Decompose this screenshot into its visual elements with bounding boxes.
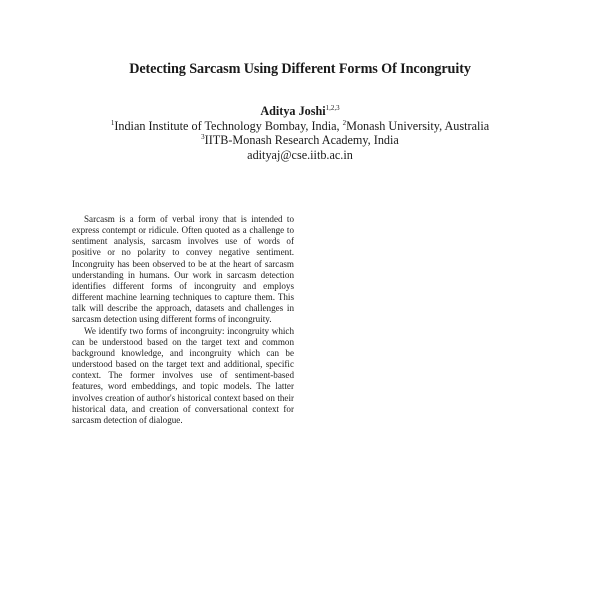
affiliation-mark-3: 3 [201,133,205,141]
author-line [0,104,600,119]
author-block [0,104,600,162]
author-name: Aditya Joshi [260,104,326,118]
affiliation-mark-2: 2 [342,118,347,127]
affiliation-iitb-monash: IITB-Monash Research Academy, India [204,133,399,147]
affiliation-iitb: Indian Institute of Technology Bombay, India, [114,118,343,133]
abstract-paragraph-2: We identify two forms of incongruity: incongruity which can be understood based on the target text and common background knowledge, and incongruity which can be understood based on the target text and additional, specific context. The former involves use of sentiment-based features, word embeddings, and topic models. The latter involves creation of author's historical context based on their historical data, and creation of conversational context for sarcasm detection of dialogue. [72,325,294,425]
affiliation-line-1 [0,119,600,134]
author-email[interactable]: adityaj@cse.iitb.ac.in [247,147,353,162]
affiliation-mark-1: 1 [110,118,115,127]
author-affiliation-marks: 1,2,3 [325,104,340,112]
abstract [72,214,294,426]
abstract-paragraph-1: Sarcasm is a form of verbal irony that is intended to express contempt or ridicule. Often quoted as a challenge to sentiment analysis, sarcasm involves use of words of positive or no polarity to convey negative sentiment. Incongruity has been observed to be at the heart of sarcasm understanding in humans. Our work in sarcasm detection identifies different forms of incongruity and employs different machine learning techniques to capture them. This talk will describe the approach, datasets and challenges in sarcasm detection using different forms of incongruity. [72,214,294,325]
paper-title: Detecting Sarcasm Using Different Forms Of Incongruity [129,61,471,77]
affiliation-line-2 [0,133,600,148]
affiliation-monash: Monash University, Australia [346,118,490,133]
